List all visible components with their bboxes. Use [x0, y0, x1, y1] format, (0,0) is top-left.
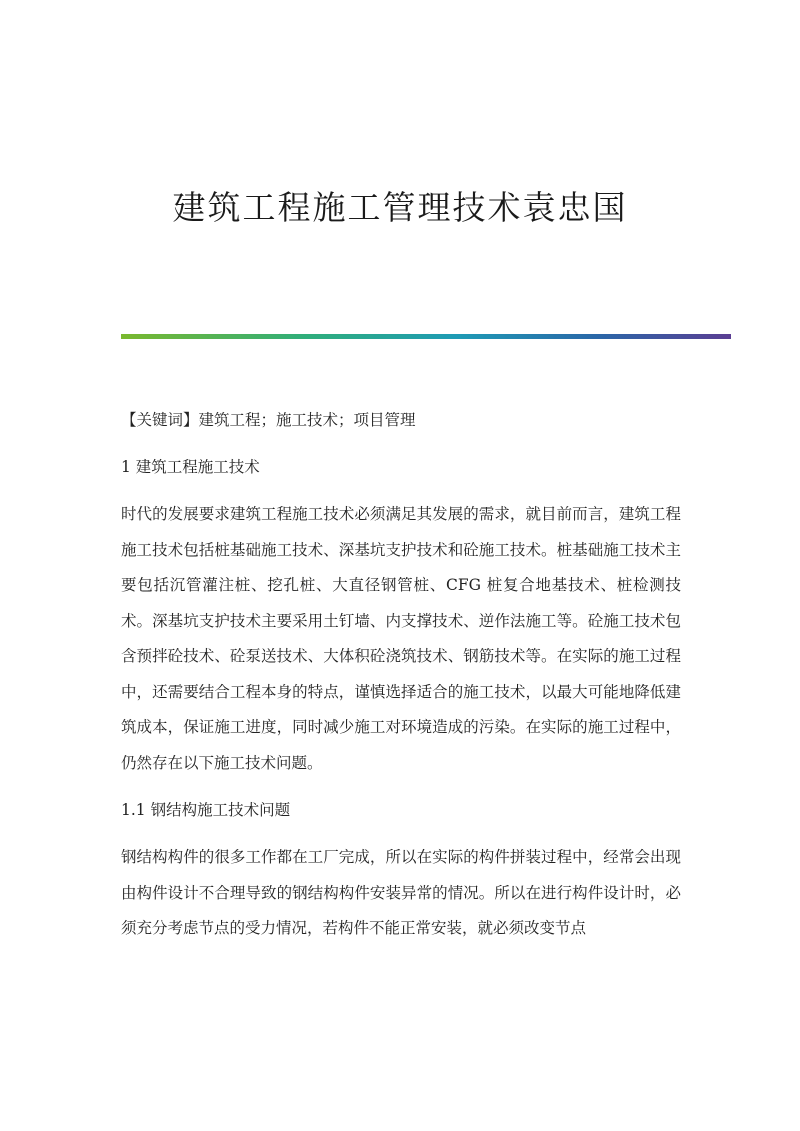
- section-1-1-paragraph: 钢结构构件的很多工作都在工厂完成，所以在实际的构件拼装过程中，经常会出现由构件设计不合理导致的钢结构构件安装异常的情况。所以在进行构件设计时，必须充分考虑节点的受力情况，若构件不能正常安装，就必须改变节点: [121, 848, 681, 937]
- section-heading-1-1: 1.1 钢结构施工技术问题: [121, 801, 291, 819]
- keywords-line: 【关键词】建筑工程；施工技术；项目管理: [121, 411, 416, 429]
- document-title: 建筑工程施工管理技术袁忠国: [172, 188, 628, 227]
- title-divider: [121, 334, 731, 339]
- section-1-paragraph: 时代的发展要求建筑工程施工技术必须满足其发展的需求，就目前而言，建筑工程施工技术包括桩基础施工技术、深基坑支护技术和砼施工技术。桩基础施工技术主要包括沉管灌注桩、挖孔桩、大直径钢管桩、CFG 桩复合地基技术、桩检测技术。深基坑支护技术主要采用土钉墙、内支撑技术、逆作法施工等。砼施工技术包含预拌砼技术、砼泵送技术、大体积砼浇筑技术、钢筋技术等。在实际的施工过程中，还需要结合工程本身的特点，谨慎选择适合的施工技术，以最大可能地降低建筑成本，保证施工进度，同时减少施工对环境造成的污染。在实际的施工过程中，仍然存在以下施工技术问题。: [121, 505, 681, 772]
- document-body: [121, 403, 681, 959]
- section-heading-1: 1 建筑工程施工技术: [121, 458, 260, 476]
